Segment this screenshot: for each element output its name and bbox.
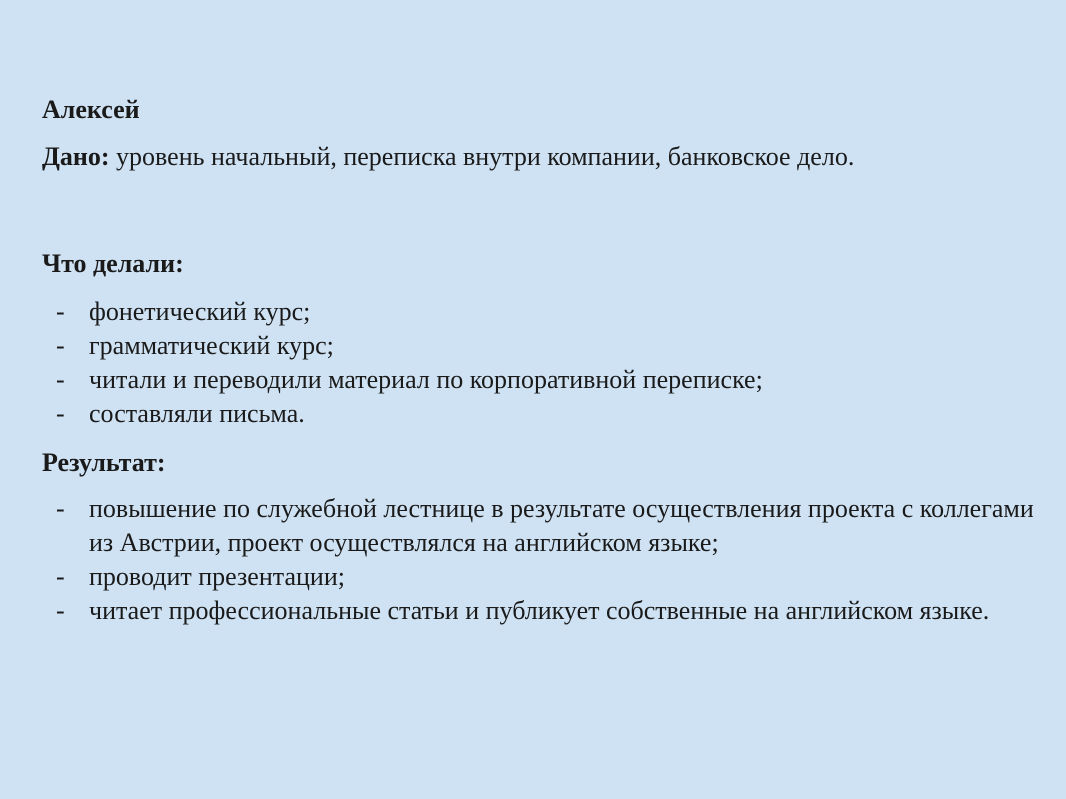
dash-mark: - (56, 399, 65, 428)
dash-mark: - (56, 494, 65, 523)
slide-content (42, 92, 1042, 642)
list-item (42, 295, 1042, 329)
given-text: уровень начальный, переписка внутри компании, банковское дело. (109, 142, 855, 171)
done-list (42, 295, 1042, 431)
person-name: Алексей (42, 95, 140, 124)
dash-mark: - (56, 562, 65, 591)
given-paragraph (42, 139, 1042, 174)
dash-mark: - (56, 297, 65, 326)
list-item (42, 492, 1042, 560)
list-item (42, 594, 1042, 628)
list-item (42, 363, 1042, 397)
list-item-text: проводит презентации; (89, 562, 345, 591)
list-item-text: грамматический курс; (89, 331, 334, 360)
dash-mark: - (56, 365, 65, 394)
list-item-text: читали и переводили материал по корпоративной переписке; (89, 365, 763, 394)
dash-mark: - (56, 331, 65, 360)
given-label: Дано: (42, 142, 110, 171)
list-item (42, 560, 1042, 594)
list-item-text: составляли письма. (89, 399, 305, 428)
list-item (42, 397, 1042, 431)
result-title: Результат: (42, 448, 166, 477)
done-title: Что делали: (42, 249, 184, 278)
result-list (42, 492, 1042, 628)
list-item-text: повышение по служебной лестнице в результате осуществления проекта с коллегами из Австрии, проект осуществлялся на английском языке; (89, 494, 1034, 557)
dash-mark: - (56, 596, 65, 625)
list-item-text: читает профессиональные статьи и публикует собственные на английском языке. (89, 596, 990, 625)
list-item-text: фонетический курс; (89, 297, 311, 326)
list-item (42, 329, 1042, 363)
